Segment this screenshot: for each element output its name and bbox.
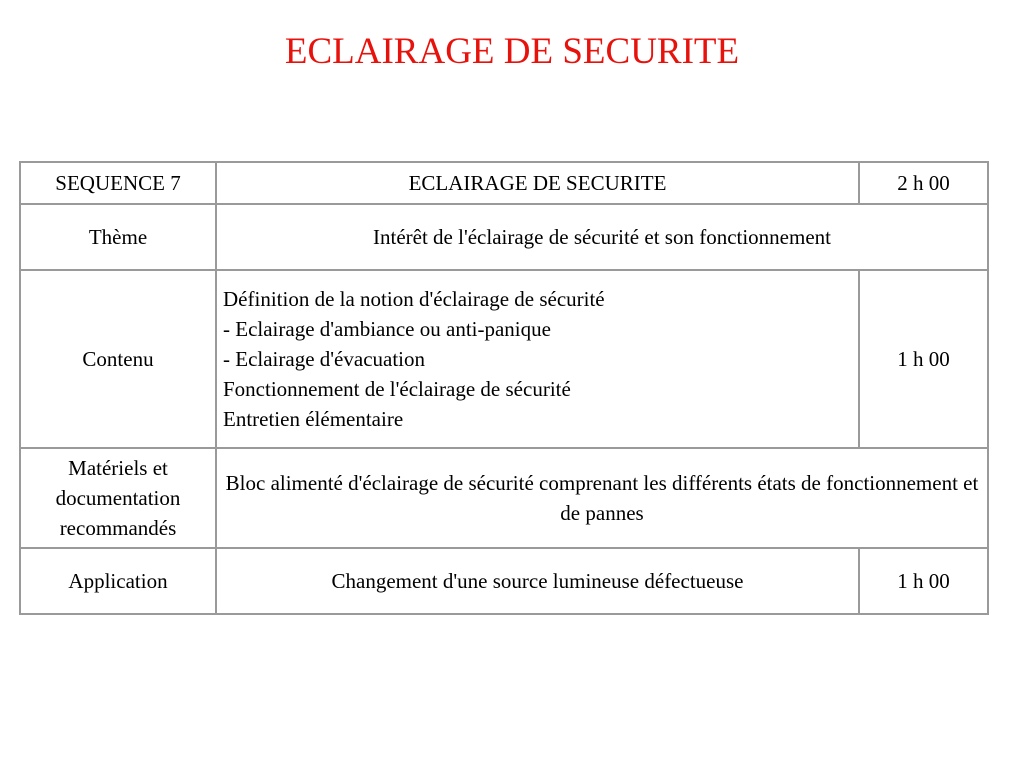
sequence-number-cell: SEQUENCE 7 [20,162,216,204]
theme-label-cell: Thème [20,204,216,270]
table-row-header [20,162,988,204]
materiels-value-cell: Bloc alimenté d'éclairage de sécurité comprenant les différents états de fonctionnement et de pannes [216,448,988,548]
table-row-theme [20,204,988,270]
materiels-label-line: recommandés [59,516,177,540]
table-row-materiels [20,448,988,548]
table-row-contenu [20,270,988,448]
page-title: ECLAIRAGE DE SECURITE [284,31,740,72]
contenu-line: Entretien élémentaire [223,407,404,431]
application-duration-cell: 1 h 00 [859,548,988,614]
materiels-label-cell [20,448,216,548]
contenu-line: - Eclairage d'ambiance ou anti-panique [223,317,551,341]
contenu-label-cell: Contenu [20,270,216,448]
application-value-cell: Changement d'une source lumineuse défectueuse [216,548,859,614]
contenu-line: Fonctionnement de l'éclairage de sécurité [223,377,571,401]
theme-value-cell: Intérêt de l'éclairage de sécurité et son fonctionnement [216,204,988,270]
sequence-subject-cell: ECLAIRAGE DE SECURITE [216,162,859,204]
sequence-table [19,161,989,615]
application-label-cell: Application [20,548,216,614]
contenu-line: - Eclairage d'évacuation [223,347,426,371]
contenu-line: Définition de la notion d'éclairage de sécurité [223,287,605,311]
sequence-duration-cell: 2 h 00 [859,162,988,204]
table-row-application [20,548,988,614]
materiels-label-line: Matériels et [68,456,168,480]
materiels-label-line: documentation [55,486,181,510]
contenu-value-cell [216,270,859,448]
contenu-duration-cell: 1 h 00 [859,270,988,448]
